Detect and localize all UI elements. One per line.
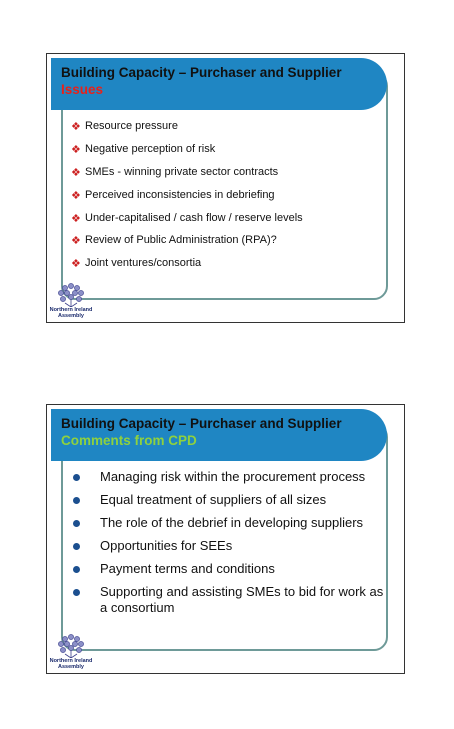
list-item: ❖ Negative perception of risk [71,142,216,156]
list-item: The role of the debrief in developing suppliers [69,515,390,531]
diamond-bullet-icon: ❖ [71,212,81,225]
list-item: Supporting and assisting SMEs to bid for work as a consortium [69,584,390,616]
title-bar [51,409,387,461]
list-item: ❖ Joint ventures/consortia [71,257,202,271]
logo-text-line2: Assembly [58,664,84,670]
dot-bullet-icon [73,566,80,573]
bullet-list [71,120,303,280]
list-item: Managing risk within the procurement process [69,469,390,485]
diamond-bullet-icon: ❖ [71,235,81,248]
slide-subtitle: Comments from CPD [61,433,197,448]
dot-bullet-icon [73,520,80,527]
logo-text-line1: Northern Ireland [49,307,93,313]
logo-text-line2: Assembly [58,313,84,319]
dot-bullet-icon [73,589,80,596]
bullet-list [69,469,390,623]
assembly-logo [49,632,93,670]
list-item: ❖ Under-capitalised / cash flow / reserve levels [71,211,303,225]
list-item: ❖ Resource pressure [71,120,178,133]
diamond-bullet-icon: ❖ [71,189,81,202]
slide-comments [46,404,405,674]
dot-bullet-icon [73,543,80,550]
slide-subtitle: Issues [61,82,104,97]
title-bar [51,58,387,110]
list-item: ❖ SMEs - winning private sector contracts [71,165,279,179]
list-item: Opportunities for SEEs [69,538,390,554]
diamond-bullet-icon: ❖ [71,258,81,271]
slide-title: Building Capacity – Purchaser and Supplier [61,416,342,431]
diamond-bullet-icon: ❖ [71,166,81,179]
slide-issues [46,53,405,323]
diamond-bullet-icon: ❖ [71,121,81,133]
dot-bullet-icon [73,497,80,504]
dot-bullet-icon [73,474,80,481]
list-item: Equal treatment of suppliers of all sizes [69,492,390,508]
list-item: Payment terms and conditions [69,561,390,577]
diamond-bullet-icon: ❖ [71,143,81,156]
flax-flower-logo-icon [53,632,89,658]
logo-text-line1: Northern Ireland [49,658,93,664]
slide-title: Building Capacity – Purchaser and Supplier [61,65,342,80]
assembly-logo [49,281,93,319]
flax-flower-logo-icon [53,281,89,307]
list-item: ❖ Perceived inconsistencies in debriefing [71,188,275,202]
list-item: ❖ Review of Public Administration (RPA)? [71,234,277,248]
